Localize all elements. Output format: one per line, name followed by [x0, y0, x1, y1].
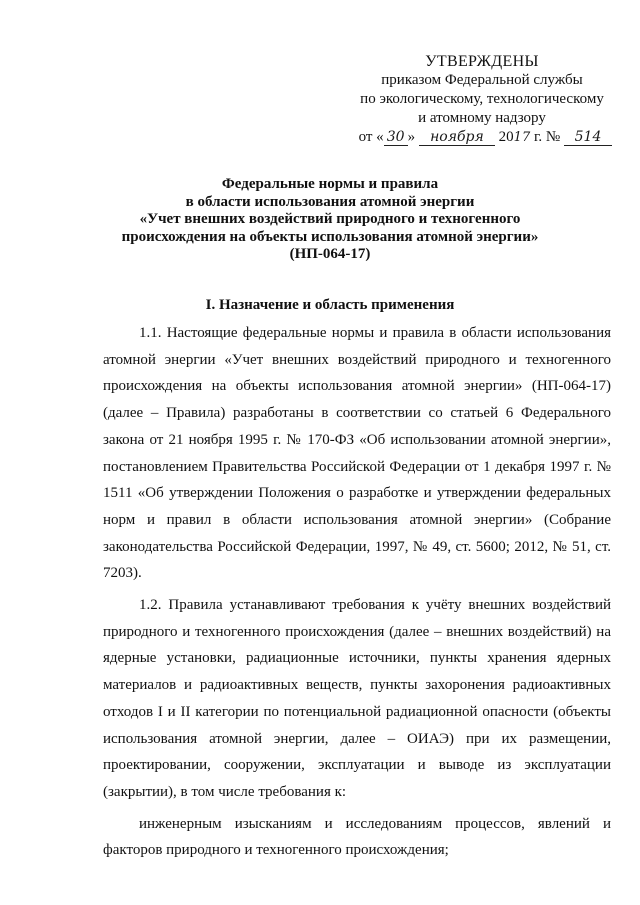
handwritten-order-number: 514 [564, 130, 612, 146]
handwritten-year: 17 [513, 130, 531, 145]
title-line-4: происхождения на объекты использования атомной энергии» [121, 228, 539, 245]
section-heading: I. Назначение и область применения [205, 297, 455, 313]
paragraph-1-2: 1.2. Правила устанавливают требования к учёту внешних воздействий природного и техногенного происхождения (далее – внешних воздействий) на ядерные установки, радиационные источники, пункты хранения ядерных материалов и радиоактивных веществ, пункты захоронения радиоактивных отходов I и II категории по потенциальной радиационной опасности (объекты использования атомной энергии, далее – ОИАЭ) при их размещении, проектировании, сооружении, эксплуатации и выводе из эксплуатации (закрытии), в том числе требования к: [103, 597, 611, 800]
date-suffix: г. № [533, 129, 561, 145]
approval-heading: УТВЕРЖДЕНЫ [425, 53, 539, 70]
title-line-2: в области использования атомной энергии [185, 193, 475, 210]
approval-stamp [352, 52, 612, 147]
title-line-1: Федеральные нормы и правила [221, 176, 439, 192]
paragraph-list-item: инженерным изысканиям и исследованиям процессов, явлений и факторов природного и техногенного происхождения; [103, 815, 611, 859]
approval-date-line [352, 128, 612, 147]
date-year-prefix: 20 [498, 129, 514, 145]
date-mid: » [407, 129, 416, 145]
document-title [60, 176, 600, 264]
approval-line-3: и атомному надзору [418, 110, 546, 126]
approval-line-1: приказом Федеральной службы [381, 72, 583, 88]
handwritten-month: ноября [419, 130, 495, 146]
document-body [103, 320, 611, 864]
paragraph-1-1: 1.1. Настоящие федеральные нормы и правила в области использования атомной энергии «Учет внешних воздействий природного и техногенного происхождения на объекты использования атомной энергии» (НП-064-17) (далее – Правила) разработаны в соответствии со статьей 6 Федерального закона от 21 ноября 1995 г. № 170-ФЗ «Об использовании атомной энергии», постановлением Правительства Российской Федерации от 1 декабря 1997 г. № 1511 «Об утверждении Положения о разработке и утверждении федеральных норм и правил в области использования атомной энергии» (Собрание законодательства Российской Федерации, 1997, № 49, ст. 5600; 2012, № 51, ст. 7203). [103, 325, 611, 582]
handwritten-day: 30 [384, 130, 408, 146]
title-line-3: «Учет внешних воздействий природного и техногенного [139, 211, 521, 227]
approval-line-2: по экологическому, технологическому [360, 91, 604, 107]
title-line-5: (НП-064-17) [289, 246, 371, 262]
date-prefix: от « [358, 129, 384, 145]
